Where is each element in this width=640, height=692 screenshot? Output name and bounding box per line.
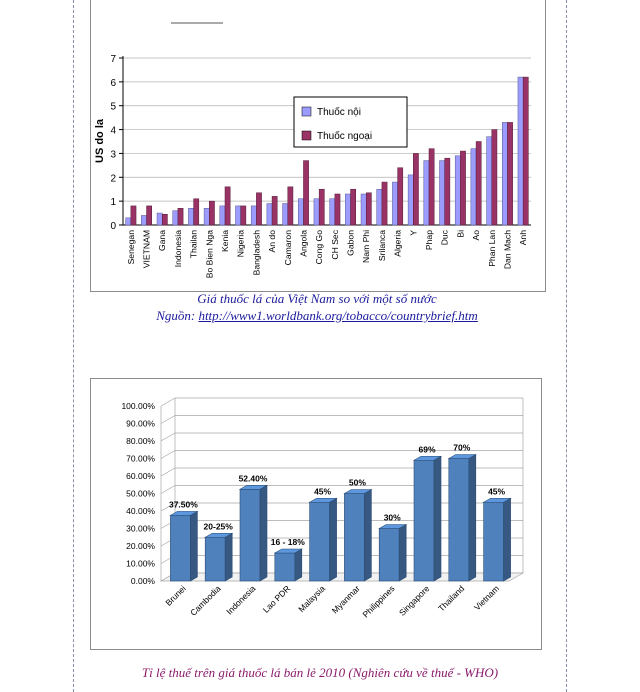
grid-side-line xyxy=(161,468,175,476)
x-tick-label: Malaysia xyxy=(296,583,328,615)
data-label-brunei: 37.50% xyxy=(168,499,198,510)
x-tick-label: Phan Lan xyxy=(486,230,497,267)
x-tick-label: Nam Phi xyxy=(361,230,372,263)
bar-thuoc-noi-phan-lan xyxy=(487,137,492,225)
bar-thuoc-noi-dan-mach xyxy=(502,122,507,225)
x-tick-label: Anh xyxy=(518,230,529,246)
y-tick-label: 90.00% xyxy=(126,418,155,429)
bar-thuoc-noi-gana xyxy=(157,213,162,225)
grid-side-line xyxy=(161,433,175,441)
source-prefix: Nguồn: xyxy=(156,308,199,323)
bar-side-philippines xyxy=(399,525,406,582)
data-label-indonesia: 52.40% xyxy=(238,473,268,484)
price-chart xyxy=(91,0,545,291)
bar-thuoc-noi-indonesia xyxy=(173,211,178,225)
tax-chart-frame xyxy=(90,378,542,650)
grid-side-line xyxy=(161,398,175,406)
x-tick-label: Indonesia xyxy=(224,583,258,617)
bar-thuoc-noi-camaron xyxy=(283,204,288,225)
y-axis-label: US do la xyxy=(94,118,106,164)
y-tick-label: 3 xyxy=(110,149,116,161)
y-tick-label: 100.00% xyxy=(121,401,155,411)
y-tick-label: 0 xyxy=(110,221,116,232)
x-tick-label: Bo Bien Nga xyxy=(204,230,215,279)
bar-thuoc-noi-ao xyxy=(471,149,476,225)
bar-side-malaysia xyxy=(330,498,337,581)
bar-thuoc-ngoai-vietnam xyxy=(147,206,152,225)
page-border-right xyxy=(566,0,567,692)
x-tick-label: Thailand xyxy=(436,583,467,614)
y-tick-label: 1 xyxy=(110,197,116,209)
x-tick-label: Angola xyxy=(298,230,309,257)
bar-thuoc-noi-senegan xyxy=(126,218,131,225)
bar-thuoc-noi-anh xyxy=(518,77,523,225)
data-label-thailand: 70% xyxy=(453,442,471,453)
x-tick-label: Gabon xyxy=(345,230,356,256)
y-tick-label: 2 xyxy=(110,173,116,185)
x-tick-label: Brunei xyxy=(163,583,188,608)
legend-swatch-thuoc-noi xyxy=(302,107,311,116)
bar-thuoc-noi-thailan xyxy=(188,208,193,225)
bar-thuoc-ngoai-gabon xyxy=(351,189,356,225)
bar-side-cambodia xyxy=(225,533,232,581)
bar-thuoc-noi-kenia xyxy=(220,206,225,225)
bar-thuoc-ngoai-algeria xyxy=(398,168,403,225)
bar-thuoc-noi-algeria xyxy=(392,182,397,225)
x-tick-label: Vietnam xyxy=(472,583,502,613)
y-tick-label: 70.00% xyxy=(126,453,155,464)
legend-label-thuoc-ngoai: Thuốc ngoại xyxy=(317,131,373,142)
x-tick-label: VIETNAM xyxy=(141,230,152,269)
bar-cambodia xyxy=(205,533,232,581)
bar-thuoc-noi-angola xyxy=(298,199,303,225)
x-tick-label: Bi xyxy=(455,230,466,238)
bar-side-lao-pdr xyxy=(295,549,302,581)
bar-thuoc-noi-bangladesh xyxy=(251,206,256,225)
bar-thuoc-ngoai-angola xyxy=(303,161,308,225)
bar-lao-pdr xyxy=(275,549,302,581)
bar-thuoc-ngoai-indonesia xyxy=(178,208,183,225)
bar-thuoc-noi-duc xyxy=(439,161,444,225)
x-tick-label: An do xyxy=(267,230,278,253)
data-label-singapore: 69% xyxy=(418,444,436,455)
y-tick-label: 6 xyxy=(110,77,116,89)
bar-front-lao-pdr xyxy=(275,553,295,581)
y-tick-label: 80.00% xyxy=(126,436,155,446)
bar-thuoc-ngoai-phan-lan xyxy=(492,130,497,225)
x-tick-label: Thailan xyxy=(188,230,199,259)
y-tick-label: 40.00% xyxy=(126,506,155,516)
bar-front-vietnam xyxy=(484,502,504,581)
x-tick-label: Kenia xyxy=(220,230,230,252)
data-label-vietnam: 45% xyxy=(488,486,506,497)
x-tick-label: Bangladesh xyxy=(251,230,262,276)
bar-front-thailand xyxy=(449,459,469,582)
bar-thuoc-noi-phap xyxy=(424,161,429,225)
x-tick-label: Gana xyxy=(157,230,168,252)
bar-indonesia xyxy=(240,485,267,581)
x-tick-label: Srilanca xyxy=(376,230,387,262)
price-chart-source xyxy=(90,307,544,324)
bar-thuoc-noi-gabon xyxy=(345,194,350,225)
bar-thuoc-ngoai-anh xyxy=(523,77,528,225)
x-tick-label: Indonesia xyxy=(172,230,183,268)
bar-brunei xyxy=(170,511,197,581)
bar-thuoc-ngoai-bo-bien-nga xyxy=(209,201,214,225)
bar-thuoc-noi-vietnam xyxy=(141,215,146,225)
x-tick-label: Myanmar xyxy=(329,583,362,616)
x-tick-label: Cong Go xyxy=(314,230,325,265)
bar-thuoc-ngoai-senegan xyxy=(131,206,136,225)
bar-thuoc-ngoai-an-do xyxy=(272,196,277,225)
y-tick-label: 7 xyxy=(110,54,116,65)
bar-philippines xyxy=(379,525,406,582)
x-tick-label: Camaron xyxy=(282,230,293,266)
bar-thuoc-noi-nigeria xyxy=(235,206,240,225)
bar-side-indonesia xyxy=(260,485,267,581)
legend xyxy=(294,97,407,147)
bar-thuoc-ngoai-camaron xyxy=(288,187,293,225)
y-tick-label: 0.00% xyxy=(130,576,155,586)
price-chart-frame xyxy=(90,0,546,292)
bar-thuoc-ngoai-duc xyxy=(445,158,450,225)
legend-label-thuoc-noi: Thuốc nội xyxy=(317,107,361,118)
tax-chart-caption: Tỉ lệ thuế trên giá thuốc lá bán lẻ 2010 (Nghiên cứu về thuế - WHO) xyxy=(141,665,499,680)
x-tick-label: Lao PDR xyxy=(260,583,293,615)
x-tick-label: Nigeria xyxy=(235,230,246,258)
bar-thuoc-ngoai-bi xyxy=(460,151,465,225)
y-tick-label: 20.00% xyxy=(126,541,155,551)
bar-front-philippines xyxy=(379,529,399,582)
bar-thuoc-noi-cong-go xyxy=(314,199,319,225)
bar-thuoc-ngoai-phap xyxy=(429,149,434,225)
y-tick-label: 5 xyxy=(110,101,116,113)
x-tick-label: Dan Mach xyxy=(502,230,513,270)
bar-malaysia xyxy=(310,498,337,581)
bar-side-myanmar xyxy=(364,490,371,582)
source-link[interactable]: http://www1.worldbank.org/tobacco/countrybrief.htm xyxy=(198,308,478,323)
bar-thuoc-ngoai-ch-sec xyxy=(335,194,340,225)
y-tick-label: 50.00% xyxy=(126,488,155,499)
x-tick-label: Senegan xyxy=(125,230,136,265)
bar-thuoc-noi-bi xyxy=(455,156,460,225)
bar-side-vietnam xyxy=(504,498,511,581)
bar-front-malaysia xyxy=(310,502,330,581)
bar-thuoc-ngoai-gana xyxy=(162,214,167,225)
bar-side-brunei xyxy=(190,511,197,581)
price-chart-caption xyxy=(90,291,544,324)
bar-side-singapore xyxy=(434,456,441,581)
bar-thuoc-ngoai-nigeria xyxy=(241,206,246,225)
bar-thuoc-ngoai-thailan xyxy=(194,199,199,225)
y-tick-label: 60.00% xyxy=(126,471,155,481)
bar-thuoc-ngoai-y xyxy=(413,153,418,225)
bar-thuoc-ngoai-ao xyxy=(476,142,481,226)
y-tick-label: 10.00% xyxy=(126,558,155,569)
y-tick-label: 4 xyxy=(110,125,116,137)
legend-swatch-thuoc-ngoai xyxy=(302,131,311,140)
bar-front-indonesia xyxy=(240,489,260,581)
bar-thailand xyxy=(449,455,476,582)
bar-thuoc-noi-an-do xyxy=(267,204,272,225)
data-label-philippines: 30% xyxy=(383,512,401,523)
bar-myanmar xyxy=(344,490,371,582)
bar-thuoc-ngoai-bangladesh xyxy=(256,193,261,225)
data-label-malaysia: 45% xyxy=(314,486,332,497)
bar-thuoc-noi-nam-phi xyxy=(361,194,366,225)
bar-front-cambodia xyxy=(205,537,225,581)
bar-thuoc-ngoai-nam-phi xyxy=(366,193,371,225)
bar-thuoc-noi-y xyxy=(408,175,413,225)
bar-thuoc-noi-srilanca xyxy=(377,189,382,225)
y-tick-label: 30.00% xyxy=(126,523,155,534)
bar-thuoc-noi-bo-bien-nga xyxy=(204,208,209,225)
x-tick-label: Philippines xyxy=(360,583,397,620)
data-label-myanmar: 50% xyxy=(348,477,366,488)
bar-front-myanmar xyxy=(344,494,364,582)
bar-front-brunei xyxy=(170,515,190,581)
bar-thuoc-noi-ch-sec xyxy=(330,199,335,225)
bar-singapore xyxy=(414,456,441,581)
x-tick-label: CH Sec xyxy=(329,230,340,260)
x-tick-label: Singapore xyxy=(396,583,432,618)
grid-side-line xyxy=(161,416,175,424)
x-tick-label: Phap xyxy=(424,230,434,251)
bar-side-thailand xyxy=(469,455,476,582)
x-tick-label: Ao xyxy=(471,230,482,241)
page-border-left xyxy=(73,0,74,692)
bar-thuoc-ngoai-srilanca xyxy=(382,182,387,225)
tax-chart xyxy=(91,379,541,649)
grid-side-line xyxy=(161,451,175,459)
x-tick-label: Duc xyxy=(439,230,450,246)
bar-thuoc-ngoai-dan-mach xyxy=(507,122,512,225)
x-tick-label: Algeria xyxy=(392,230,403,257)
bar-vietnam xyxy=(484,498,511,581)
bar-thuoc-ngoai-cong-go xyxy=(319,189,324,225)
bar-front-singapore xyxy=(414,460,434,581)
data-label-lao-pdr: 16 - 18% xyxy=(270,537,305,547)
grid-side-line xyxy=(161,486,175,494)
x-tick-label: Y xyxy=(408,230,419,236)
bar-thuoc-ngoai-kenia xyxy=(225,187,230,225)
x-tick-label: Cambodia xyxy=(188,583,223,618)
price-chart-title: Giá thuốc lá của Việt Nam so với một số nước xyxy=(197,291,437,306)
data-label-cambodia: 20-25% xyxy=(203,521,233,532)
